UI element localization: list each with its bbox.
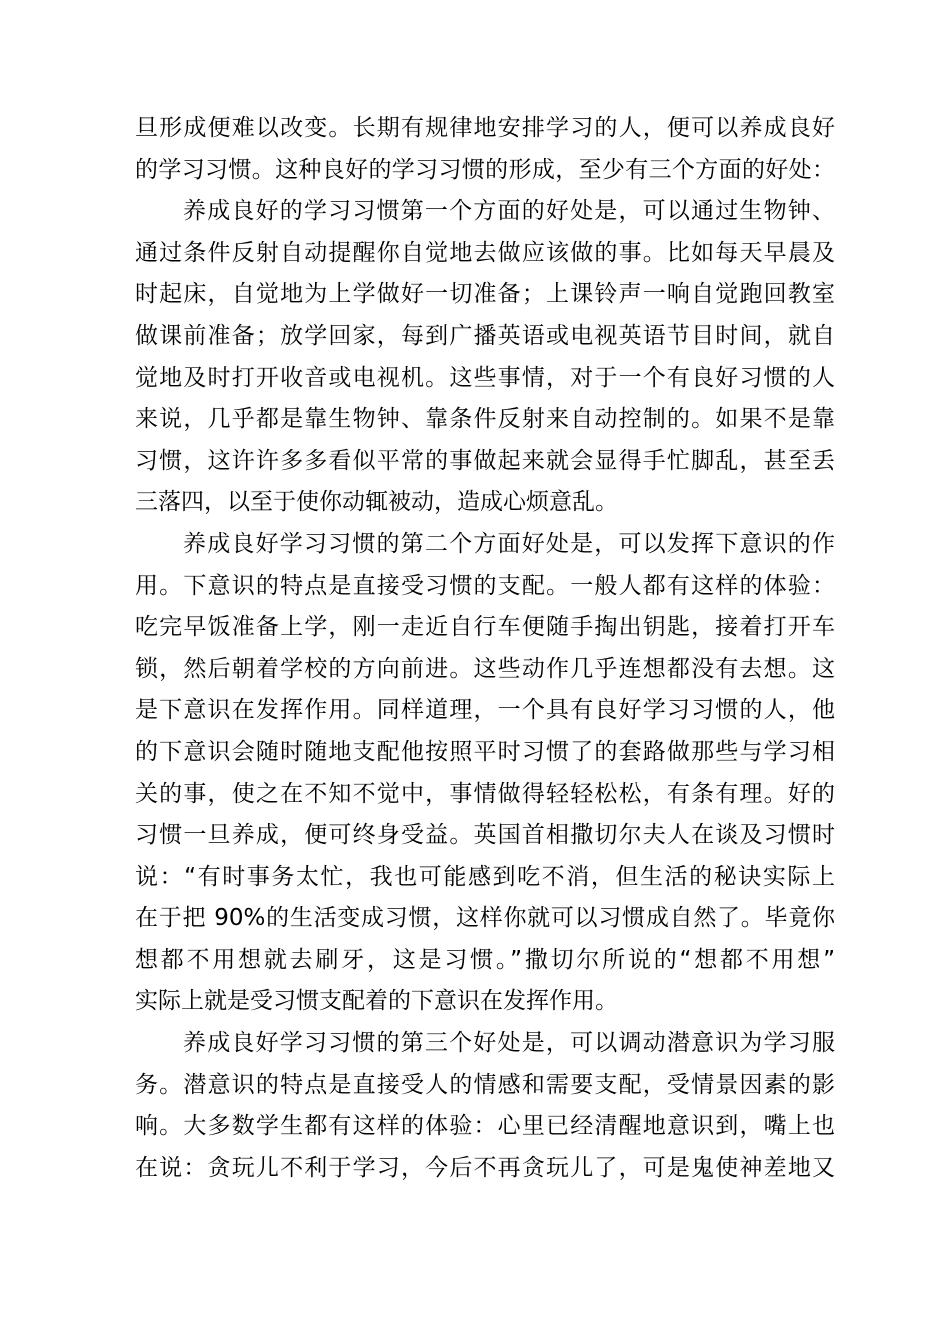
text-line: 养成良好学习习惯的第二个方面好处是，可以发挥下意识的作: [183, 530, 835, 557]
text-line: 时起床，自觉地为上学做好一切准备；上课铃声一响自觉跑回教室: [135, 281, 835, 308]
text-line: 做课前准备；放学回家，每到广播英语或电视英语节目时间，就自: [135, 322, 835, 349]
text-line: 务。潜意识的特点是直接受人的情感和需要支配，受情景因素的影: [135, 1071, 835, 1098]
text-line: 养成良好的学习习惯第一个方面的好处是，可以通过生物钟、: [183, 198, 835, 225]
body-text: [135, 108, 835, 1189]
text-line: 在于把 90%的生活变成习惯，这样你就可以习惯成自然了。毕竟你: [135, 905, 835, 932]
text-line: 习惯，这许许多多看似平常的事做起来就会显得手忙脚乱，甚至丢: [135, 447, 835, 474]
text-line: 的下意识会随时随地支配他按照平时习惯了的套路做那些与学习相: [135, 738, 835, 765]
text-line: 响。大多数学生都有这样的体验：心里已经清醒地意识到，嘴上也: [135, 1113, 835, 1140]
text-line: 三落四，以至于使你动辄被动，造成心烦意乱。: [135, 489, 618, 516]
text-line: 关的事，使之在不知不觉中，事情做得轻轻松松，有条有理。好的: [135, 780, 835, 807]
text-line: 的学习习惯。这种良好的学习习惯的形成，至少有三个方面的好处：: [135, 156, 835, 183]
text-line: 锁，然后朝着学校的方向前进。这些动作几乎连想都没有去想。这: [135, 655, 835, 682]
text-line: 旦形成便难以改变。长期有规律地安排学习的人，便可以养成良好: [135, 115, 835, 141]
text-line: 想都不用想就去刷牙，这是习惯。”撒切尔所说的“想都不用想”: [135, 946, 835, 973]
text-line: 说：“有时事务太忙，我也可能感到吃不消，但生活的秘诀实际上: [135, 863, 835, 890]
text-line: 在说：贪玩儿不利于学习，今后不再贪玩儿了，可是鬼使神差地又: [135, 1154, 835, 1181]
text-line: 用。下意识的特点是直接受习惯的支配。一般人都有这样的体验：: [135, 572, 835, 599]
text-line: 来说，几乎都是靠生物钟、靠条件反射来自动控制的。如果不是靠: [135, 406, 835, 433]
text-line: 是下意识在发挥作用。同样道理，一个具有良好学习习惯的人，他: [135, 697, 835, 724]
text-line: 实际上就是受习惯支配着的下意识在发挥作用。: [135, 988, 618, 1015]
text-line: 吃完早饭准备上学，刚一走近自行车便随手掏出钥匙，接着打开车: [135, 614, 835, 641]
text-line: 养成良好学习习惯的第三个好处是，可以调动潜意识为学习服: [183, 1030, 835, 1057]
text-line: 通过条件反射自动提醒你自觉地去做应该做的事。比如每天早晨及: [135, 239, 835, 266]
text-line: 习惯一旦养成，便可终身受益。英国首相撒切尔夫人在谈及习惯时: [135, 822, 835, 849]
text-line: 觉地及时打开收音或电视机。这些事情，对于一个有良好习惯的人: [135, 364, 835, 391]
